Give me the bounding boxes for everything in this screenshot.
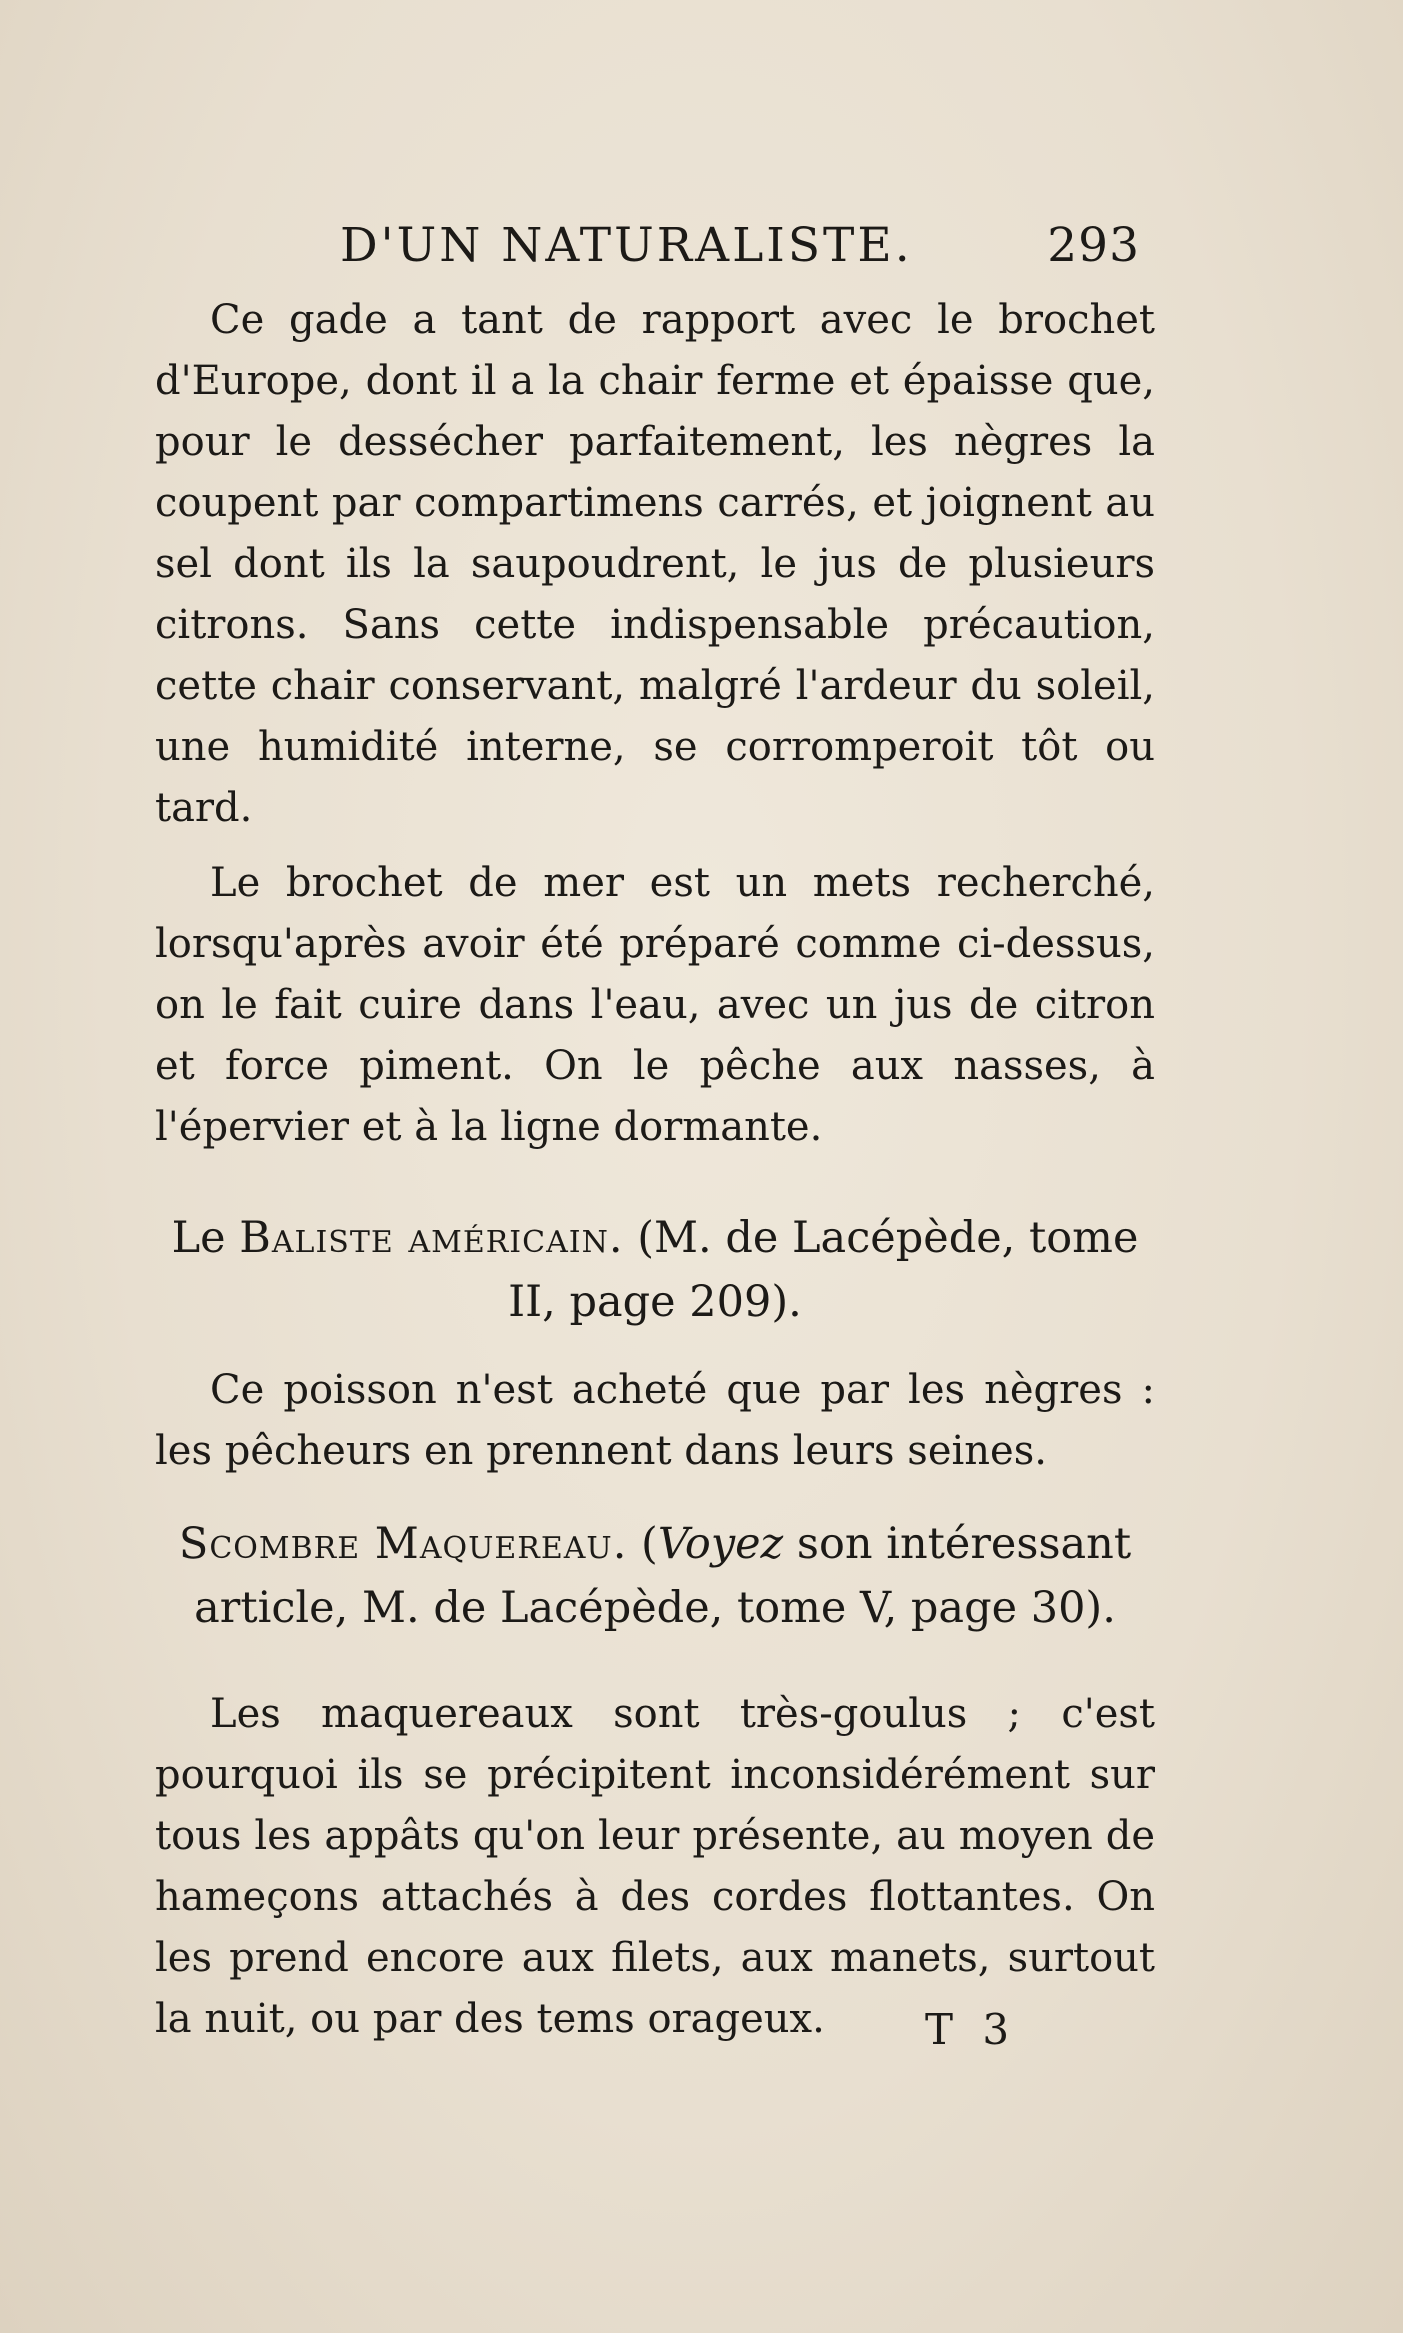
heading-article: Le — [171, 1213, 226, 1263]
signature-mark: T 3 — [925, 2005, 1018, 2054]
section-heading-baliste — [155, 1206, 1155, 1334]
heading-reference-open: ( — [641, 1519, 658, 1569]
heading-reference: son intéressant article, M. de Lacépède, tome V, page 30). — [194, 1519, 1132, 1633]
running-title: D'UN NATURALISTE. — [340, 218, 913, 273]
heading-reference-italic: Voyez — [657, 1519, 784, 1569]
paragraph-brochet-cooking: Le brochet de mer est un mets recherché, lorsqu'après avoir été préparé comme ci-dessus, on le fait cuire dans l'eau, avec un jus de citron et force piment. On le pêche aux nasses, à l'épervier et à la ligne dormante. — [155, 860, 1155, 1150]
paragraph-brochet-preparation: Ce gade a tant de rapport avec le brochet d'Europe, dont il a la chair ferme et épaisse que, pour le dessécher parfaitement, les nègres la coupent par compartimens carrés, et joignent au sel dont ils la saupoudrent, le jus de plusieurs citrons. Sans cette indispensable précaution, cette chair conservant, malgré l'ardeur du soleil, une humidité interne, se corromperoit tôt ou tard. — [155, 297, 1155, 831]
paragraph-baliste: Ce poisson n'est acheté que par les nègres : les pêcheurs en prennent dans leurs seines. — [155, 1367, 1155, 1474]
section-heading-maquereau — [155, 1512, 1155, 1640]
heading-species-name: Baliste américain. — [239, 1213, 624, 1263]
heading-reference: (M. de Lacépède, tome II, page 209). — [508, 1213, 1139, 1327]
heading-species-name: Scombre Maquereau. — [178, 1519, 628, 1569]
body-text — [155, 290, 1155, 2050]
paragraph-maquereau: Les maquereaux sont très-goulus ; c'est pourquoi ils se précipitent inconsidérément sur tous les appâts qu'on leur présente, au moyen de hameçons attachés à des cordes flottantes. On les prend encore aux filets, aux manets, surtout la nuit, ou par des tems orageux. — [155, 1691, 1155, 2042]
page-header — [340, 218, 1140, 278]
page-number: 293 — [1047, 218, 1140, 273]
